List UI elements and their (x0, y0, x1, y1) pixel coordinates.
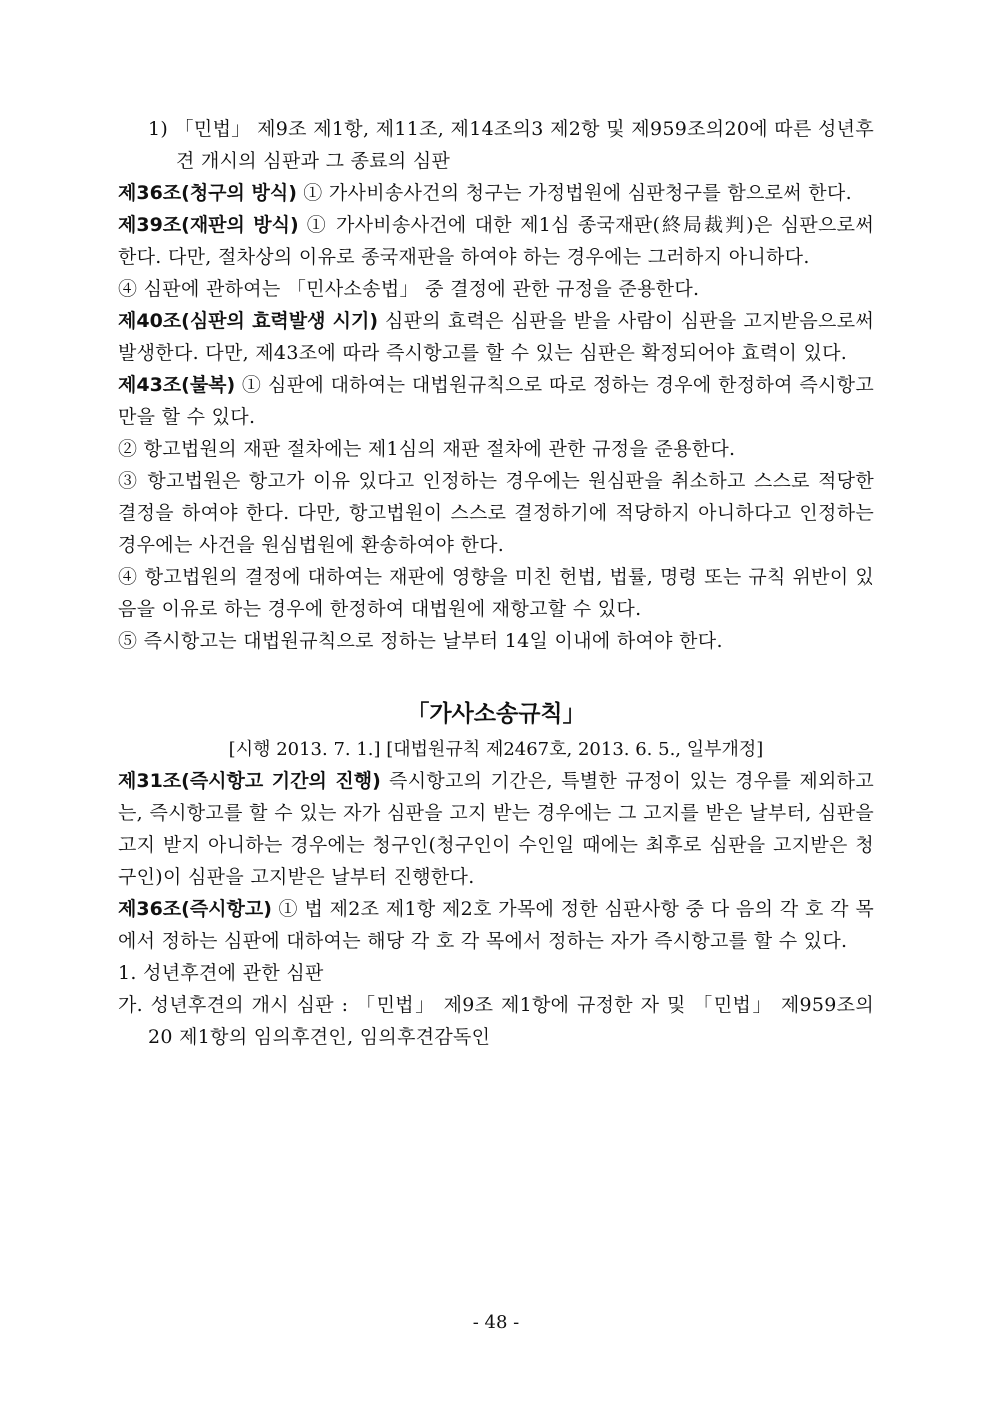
article-title: 제40조(심판의 효력발생 시기) (118, 310, 379, 332)
article-title: 제36조(즉시항고) (118, 898, 272, 920)
section-title: 「가사소송규칙」 (406, 701, 586, 727)
article-text: ① 가사비송사건의 청구는 가정법원에 심판청구를 함으로써 한다. (296, 182, 852, 204)
article-title: 제43조(불복) (118, 374, 236, 396)
document-body (118, 113, 874, 1053)
article-36 (118, 177, 874, 209)
rule-article-31 (118, 765, 874, 893)
section-subtitle: [시행 2013. 7. 1.] [대법원규칙 제2467호, 2013. 6. 5., 일부개정] (228, 739, 764, 760)
article-text: ① 법 제2조 제1항 제2호 가목에 정한 심판사항 중 다 음의 각 호 각 목에서 정하는 심판에 대하여는 해당 각 호 각 목에서 정하는 자가 즉시항고를 할 수 있다. (118, 898, 874, 952)
article-text: ① 가사비송사건에 대한 제1심 종국재판(終局裁判)은 심판으로써 한다. 다만, 절차상의 이유로 종국재판을 하여야 하는 경우에는 그러하지 아니하다. (118, 214, 874, 268)
article-text: 즉시항고의 기간은, 특별한 규정이 있는 경우를 제외하고는, 즉시항고를 할 수 있는 자가 심판을 고지 받는 경우에는 그 고지를 받은 날부터, 심판을 고지 받지 아니하는 경우에는 청구인(청구인이 수인일 때에는 최후로 심판을 고지받은 청구인)이 심판을 고지받은 날부터 진행한다. (118, 770, 874, 888)
article-title: 제31조(즉시항고 기간의 진행) (118, 770, 381, 792)
article-40 (118, 305, 874, 369)
rule-article-36 (118, 893, 874, 957)
article-39-paragraph-4: ④ 심판에 관하여는 「민사소송법」 중 결정에 관한 규정을 준용한다. (118, 278, 700, 300)
article-text: 심판의 효력은 심판을 받을 사람이 심판을 고지받음으로써 발생한다. 다만, 제43조에 따라 즉시항고를 할 수 있는 심판은 확정되어야 효력이 있다. (118, 310, 874, 364)
page-number: - 48 - (472, 1312, 520, 1333)
list-item-1: 1) 「민법」 제9조 제1항, 제11조, 제14조의3 제2항 및 제959조의20에 따른 성년후견 개시의 심판과 그 종료의 심판 (148, 118, 874, 172)
article-text: ① 심판에 대하여는 대법원규칙으로 따로 정하는 경우에 한정하여 즉시항고만을 할 수 있다. (118, 374, 874, 428)
article-title: 제39조(재판의 방식) (118, 214, 299, 236)
article-43-paragraph-4: ④ 항고법원의 결정에 대하여는 재판에 영향을 미친 헌법, 법률, 명령 또는 규칙 위반이 있음을 이유로 하는 경우에 한정하여 대법원에 재항고할 수 있다. (118, 566, 874, 620)
rule-item-ga: 가. 성년후견의 개시 심판 : 「민법」 제9조 제1항에 규정한 자 및 「민법」 제959조의20 제1항의 임의후견인, 임의후견감독인 (118, 994, 874, 1048)
article-43-paragraph-5: ⑤ 즉시항고는 대법원규칙으로 정하는 날부터 14일 이내에 하여야 한다. (118, 630, 723, 652)
article-43 (118, 369, 874, 433)
article-43-paragraph-2: ② 항고법원의 재판 절차에는 제1심의 재판 절차에 관한 규정을 준용한다. (118, 438, 736, 460)
article-title: 제36조(청구의 방식) (118, 182, 297, 204)
article-39 (118, 209, 874, 273)
rule-item-1: 1. 성년후견에 관한 심판 (118, 962, 324, 984)
article-43-paragraph-3: ③ 항고법원은 항고가 이유 있다고 인정하는 경우에는 원심판을 취소하고 스스로 적당한 결정을 하여야 한다. 다만, 항고법원이 스스로 결정하기에 적당하지 아니하다고 인정하는 경우에는 사건을 원심법원에 환송하여야 한다. (118, 470, 874, 556)
